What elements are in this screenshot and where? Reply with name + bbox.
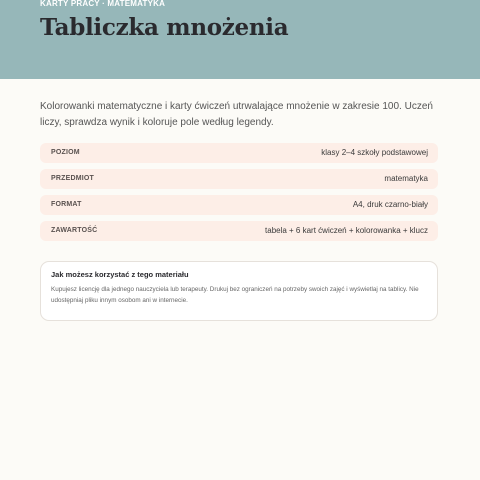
header-banner — [0, 0, 480, 79]
license-text: Kupujesz licencję dla jednego nauczyciela lub terapeuty. Drukuj bez ograniczeń na potrzeby swoich zajęć i wyświetlaj na tablicy. Nie udostępniaj pliku innym osobom ani w internecie. — [51, 286, 419, 304]
spec-value: A4, druk czarno-biały — [352, 200, 428, 209]
spec-list — [40, 143, 438, 247]
license-card — [40, 261, 438, 321]
spec-value: klasy 2–4 szkoły podstawowej — [321, 148, 428, 157]
spec-label: ZAWARTOŚĆ — [51, 227, 98, 234]
spec-label: POZIOM — [51, 149, 80, 156]
spec-value: tabela + 6 kart ćwiczeń + kolorowanka + klucz — [265, 226, 428, 235]
spec-row-format — [40, 195, 438, 215]
category-eyebrow: KARTY PRACY · MATEMATYKA — [40, 0, 166, 8]
spec-label: FORMAT — [51, 201, 82, 208]
spec-value: matematyka — [384, 174, 428, 183]
spec-row-level — [40, 143, 438, 163]
page-title: Tabliczka mnożenia — [40, 14, 289, 41]
intro-description: Kolorowanki matematyczne i karty ćwiczeń utrwalające mnożenie w zakresie 100. Uczeń liczy, sprawdza wynik i koloruje pole według legendy. — [40, 101, 433, 128]
spec-label: PRZEDMIOT — [51, 175, 95, 182]
spec-row-contents — [40, 221, 438, 241]
spec-row-subject — [40, 169, 438, 189]
license-title: Jak możesz korzystać z tego materiału — [51, 270, 189, 279]
